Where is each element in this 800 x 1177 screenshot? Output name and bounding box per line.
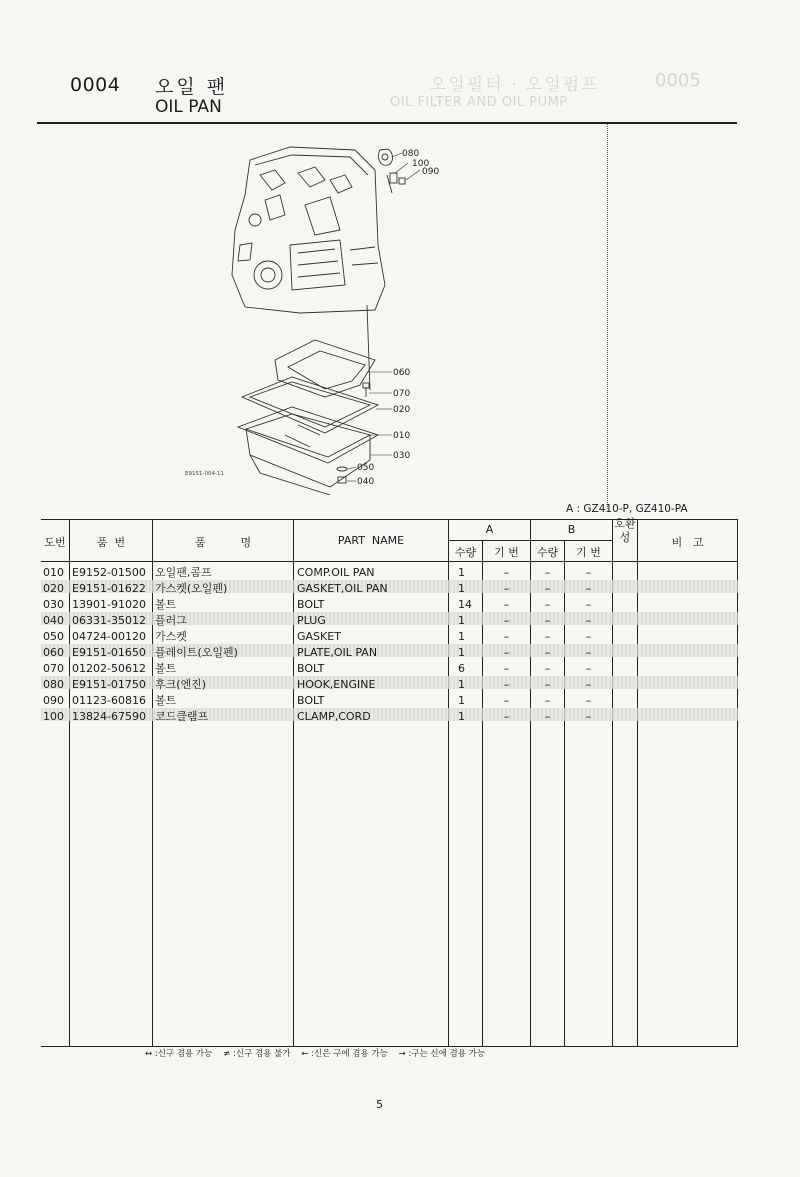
cell-qty-a: 1 [458,678,465,691]
cell-name-ko: 볼트 [155,662,177,675]
header-interchange: 호환성 [614,517,636,544]
callout-070: 070 [393,389,411,399]
section-title-en: OIL PAN [155,97,222,117]
header-spec-a: 기 번 [494,546,519,559]
cell-ref: 030 [43,598,64,611]
cell-part-no: 01202-50612 [72,662,146,675]
cell-ref: 070 [43,662,64,675]
ghost-section-code: 0005 [655,70,701,91]
cell-spec-a: – [503,598,510,611]
interchange-legend: ↔ :신구 겸용 가능 ≠ :신구 겸용 불가 ← :신은 구에 겸용 가능 → :구는 신에 겸용 가능 [145,1049,486,1059]
header-rule [37,122,737,124]
cell-name-en: BOLT [297,662,325,675]
header-qty-b: 수량 [536,546,559,559]
cell-part-no: 13824-67590 [72,710,146,723]
header-spec-b: 기 번 [576,546,601,559]
cell-qty-b: – [544,694,551,707]
cell-qty-a: 6 [458,662,465,675]
cell-name-en: CLAMP,CORD [297,710,371,723]
cell-qty-b: – [544,646,551,659]
callout-010: 010 [393,431,411,441]
cell-qty-a: 1 [458,566,465,579]
section-code: 0004 [70,74,121,96]
cell-part-no: 01123-60816 [72,694,146,707]
cell-qty-a: 1 [458,694,465,707]
callout-080: 080 [402,149,420,159]
cell-part-no: 04724-00120 [72,630,146,643]
cell-spec-a: – [503,614,510,627]
model-applicability: A : GZ410-P, GZ410-PA [566,503,688,515]
col-rule [448,519,449,1046]
cell-spec-b: – [585,566,592,579]
header-qty-a: 수량 [454,546,477,559]
cell-name-en: HOOK,ENGINE [297,678,376,691]
cell-name-ko: 볼트 [155,598,177,611]
cell-qty-a: 1 [458,582,465,595]
cell-name-en: BOLT [297,598,325,611]
cell-qty-a: 1 [458,630,465,643]
cell-qty-b: – [544,582,551,595]
header-ref: 도번 [44,536,66,549]
header-remarks: 비 고 [671,536,704,549]
figure-id: E9151-004-11 [185,471,224,477]
cell-qty-b: – [544,662,551,675]
page-number: 5 [376,1098,383,1111]
cell-part-no: E9151-01650 [72,646,146,659]
cell-spec-a: – [503,630,510,643]
cell-qty-b: – [544,678,551,691]
cell-spec-a: – [503,662,510,675]
cell-name-en: BOLT [297,694,325,707]
header-group-b: B [567,523,576,536]
cell-spec-a: – [503,710,510,723]
cell-spec-b: – [585,598,592,611]
cell-qty-a: 1 [458,710,465,723]
ghost-title-ko: 오일필터 · 오일펌프 [430,75,600,95]
cell-ref: 050 [43,630,64,643]
cell-name-en: PLUG [297,614,326,627]
cell-qty-b: – [544,710,551,723]
cell-ref: 020 [43,582,64,595]
cell-spec-b: – [585,646,592,659]
figure-divider [607,124,608,509]
cell-name-ko: 가스켓 [155,630,187,643]
header-group-a: A [485,523,494,536]
cell-name-en: GASKET,OIL PAN [297,582,388,595]
cell-spec-b: – [585,678,592,691]
cell-qty-a: 1 [458,614,465,627]
cell-spec-a: – [503,694,510,707]
cell-qty-b: – [544,614,551,627]
cell-name-ko: 플레이트(오일펜) [155,646,238,659]
table-header-rule [41,561,738,562]
ghost-title-en: OIL FILTER AND OIL PUMP [390,95,568,110]
exploded-parts-diagram [180,135,470,495]
cell-name-ko: 후크(엔진) [155,678,207,691]
col-rule [737,519,738,1046]
cell-part-no: E9151-01622 [72,582,146,595]
cell-spec-a: – [503,646,510,659]
cell-ref: 040 [43,614,64,627]
cell-name-en: PLATE,OIL PAN [297,646,378,659]
section-title-ko: 오일 팬 [155,76,229,98]
cell-part-no: 06331-35012 [72,614,146,627]
cell-part-no: 13901-91020 [72,598,146,611]
callout-090: 090 [422,167,440,177]
callout-030: 030 [393,451,411,461]
cell-qty-b: – [544,630,551,643]
header-part-no: 품 번 [96,536,126,549]
cell-part-no: E9152-01500 [72,566,146,579]
cell-spec-a: – [503,582,510,595]
cell-spec-b: – [585,614,592,627]
col-rule [152,519,153,1046]
cell-name-ko: 가스켓(오일펜) [155,582,228,595]
cell-ref: 090 [43,694,64,707]
cell-qty-b: – [544,598,551,611]
cell-spec-b: – [585,630,592,643]
cell-name-en: COMP.OIL PAN [297,566,375,579]
callout-040: 040 [357,477,375,487]
cell-name-ko: 오일팬,콤프 [155,566,212,579]
cell-spec-b: – [585,694,592,707]
callout-050: 050 [357,463,375,473]
header-name-ko: 품 명 [194,536,252,549]
cell-name-ko: 볼트 [155,694,177,707]
cell-spec-b: – [585,662,592,675]
cell-qty-a: 1 [458,646,465,659]
cell-spec-a: – [503,566,510,579]
callout-060: 060 [393,368,411,378]
col-rule [293,519,294,1046]
cell-spec-b: – [585,710,592,723]
cell-ref: 100 [43,710,64,723]
cell-qty-b: – [544,566,551,579]
col-rule [612,519,613,1046]
cell-ref: 060 [43,646,64,659]
callout-020: 020 [393,405,411,415]
cell-qty-a: 14 [458,598,472,611]
col-rule [637,519,638,1046]
cell-spec-b: – [585,582,592,595]
cell-name-en: GASKET [297,630,341,643]
header-name-en: PART NAME [337,534,405,547]
col-rule [69,519,70,1046]
cell-part-no: E9151-01750 [72,678,146,691]
callout-100: 100 [412,159,430,169]
cell-spec-a: – [503,678,510,691]
cell-ref: 080 [43,678,64,691]
cell-name-ko: 플러그 [155,614,187,627]
cell-ref: 010 [43,566,64,579]
cell-name-ko: 코드클램프 [155,710,209,723]
